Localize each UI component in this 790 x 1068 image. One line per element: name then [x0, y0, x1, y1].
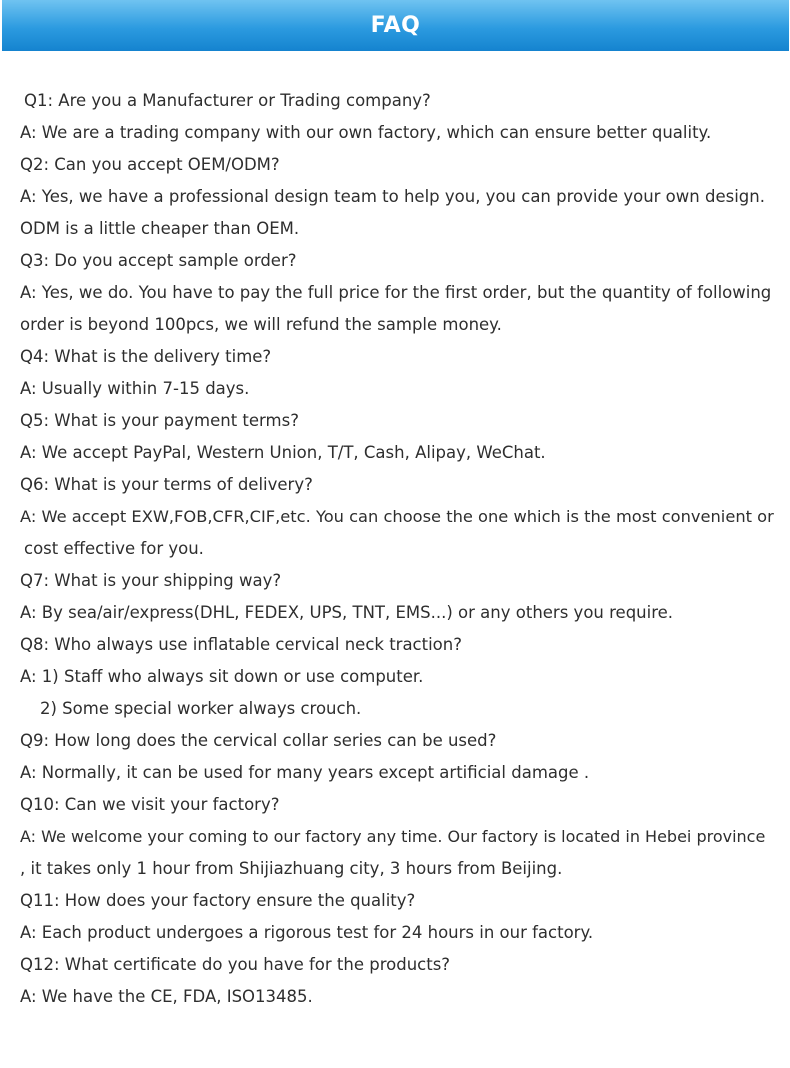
faq-header-banner	[2, 0, 789, 51]
faq-answer-q6: A: We accept EXW,FOB,CFR,CIF,etc. You can choose the one which is the most convenient or	[20, 507, 774, 526]
faq-answer-q8-item2: 2) Some special worker always crouch.	[40, 699, 362, 718]
faq-answer-q7: A: By sea/air/express(DHL, FEDEX, UPS, TNT, EMS...) or any others you require.	[20, 603, 674, 622]
faq-answer-q5: A: We accept PayPal, Western Union, T/T, Cash, Alipay, WeChat.	[20, 443, 546, 462]
faq-answer-q12: A: We have the CE, FDA, ISO13485.	[20, 987, 313, 1006]
faq-question-q4: Q4: What is the delivery time?	[20, 347, 272, 366]
faq-question-q1: Q1: Are you a Manufacturer or Trading company?	[24, 91, 431, 110]
faq-answer-q10: A: We welcome your coming to our factory any time. Our factory is located in Hebei province	[20, 827, 766, 846]
faq-title: FAQ	[370, 13, 421, 38]
faq-question-q3: Q3: Do you accept sample order?	[20, 251, 297, 270]
faq-answer-q11: A: Each product undergoes a rigorous test for 24 hours in our factory.	[20, 923, 594, 942]
faq-answer-q2-cont: ODM is a little cheaper than OEM.	[20, 219, 300, 238]
faq-answer-q2: A: Yes, we have a professional design team to help you, you can provide your own design.	[20, 187, 765, 206]
faq-question-q5: Q5: What is your payment terms?	[20, 411, 299, 430]
faq-question-q9: Q9: How long does the cervical collar series can be used?	[20, 731, 497, 750]
faq-answer-q3-cont: order is beyond 100pcs, we will refund the sample money.	[20, 315, 502, 334]
faq-answer-q6-cont: cost effective for you.	[24, 539, 204, 558]
faq-question-q10: Q10: Can we visit your factory?	[20, 795, 280, 814]
faq-answer-q4: A: Usually within 7-15 days.	[20, 379, 250, 398]
faq-answer-q1: A: We are a trading company with our own factory, which can ensure better quality.	[20, 123, 712, 142]
faq-question-q11: Q11: How does your factory ensure the quality?	[20, 891, 416, 910]
faq-question-q7: Q7: What is your shipping way?	[20, 571, 282, 590]
faq-answer-q8-item1: A: 1) Staff who always sit down or use computer.	[20, 667, 424, 686]
faq-answer-q3: A: Yes, we do. You have to pay the full price for the first order, but the quantity of following	[20, 283, 772, 302]
faq-question-q12: Q12: What certificate do you have for the products?	[20, 955, 451, 974]
faq-question-q8: Q8: Who always use inflatable cervical neck traction?	[20, 635, 462, 654]
faq-question-q2: Q2: Can you accept OEM/ODM?	[20, 155, 280, 174]
faq-question-q6: Q6: What is your terms of delivery?	[20, 475, 313, 494]
faq-answer-q9: A: Normally, it can be used for many years except artificial damage .	[20, 763, 590, 782]
faq-answer-q10-cont: , it takes only 1 hour from Shijiazhuang city, 3 hours from Beijing.	[20, 859, 563, 878]
